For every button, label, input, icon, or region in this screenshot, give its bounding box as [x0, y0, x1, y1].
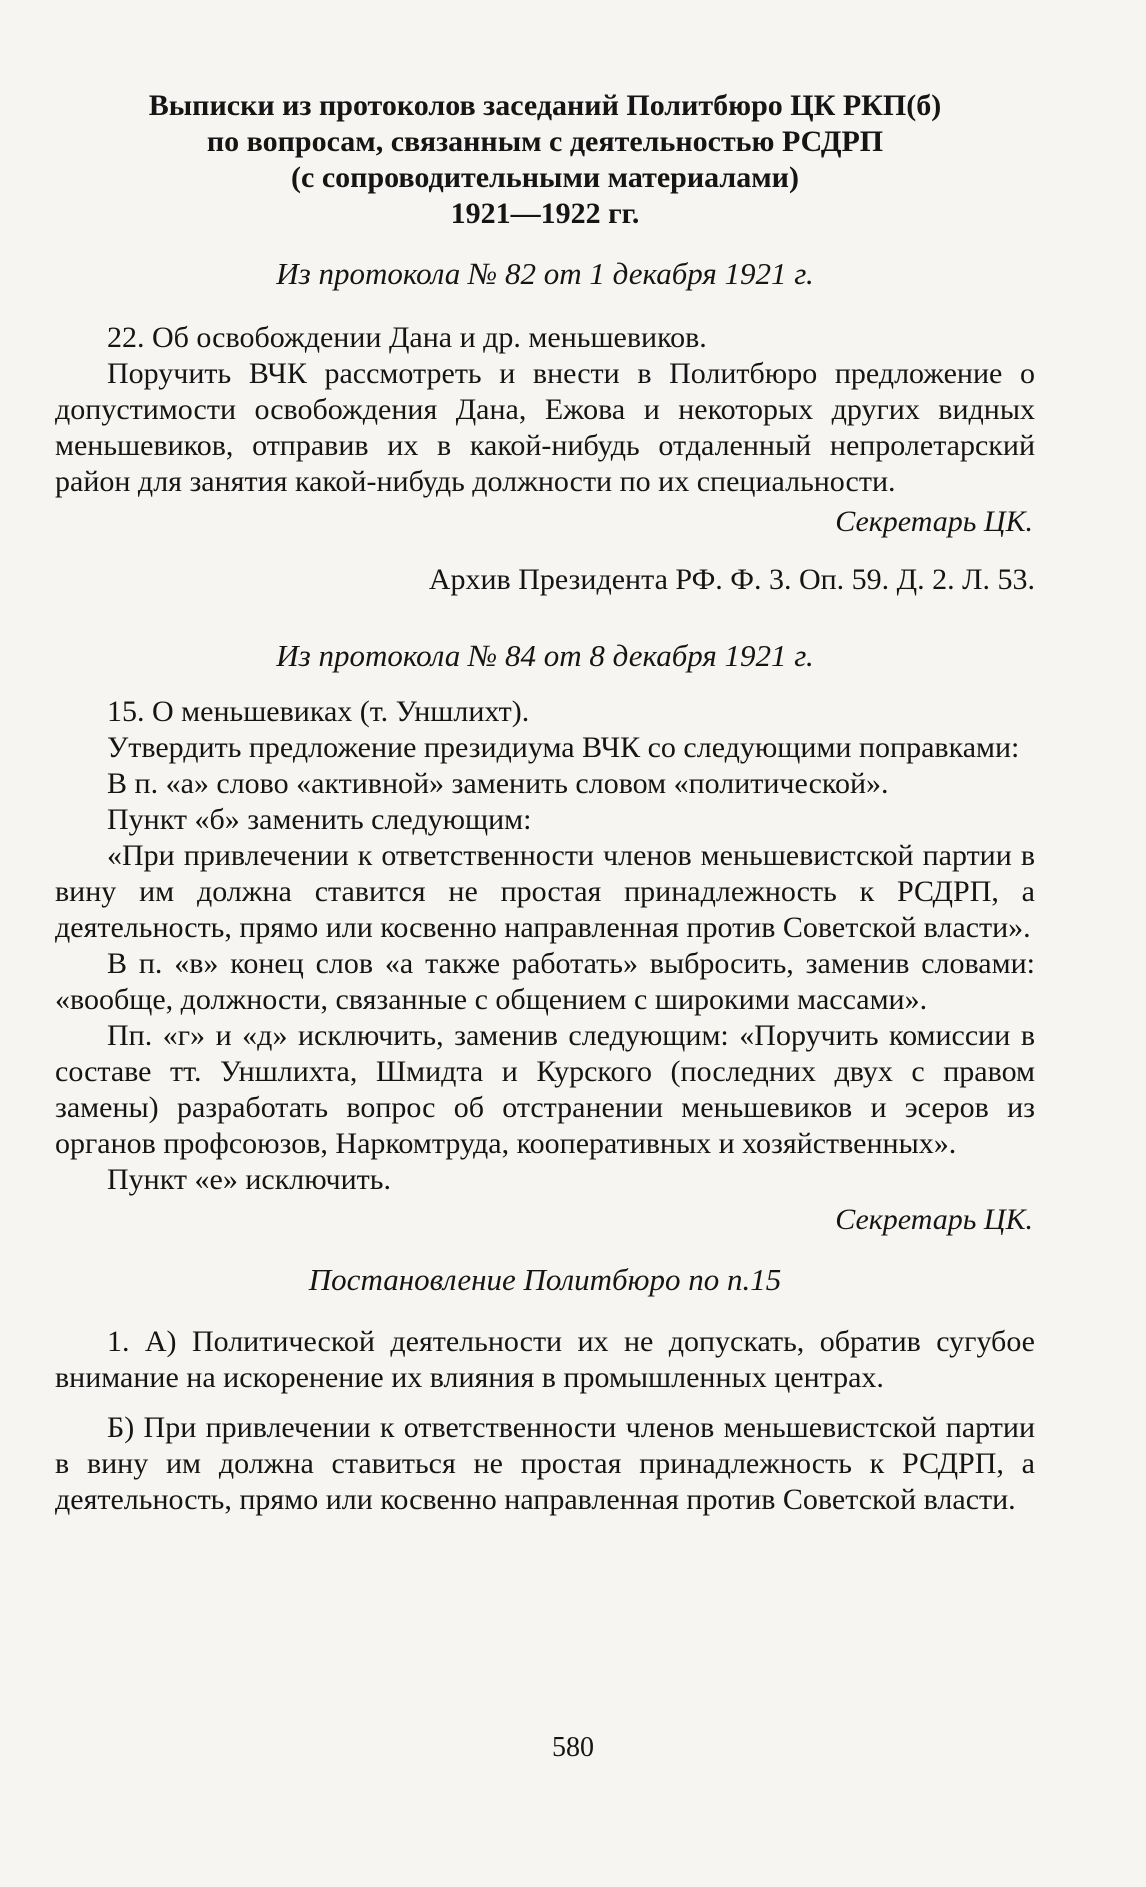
archive-reference: Архив Президента РФ. Ф. 3. Оп. 59. Д. 2. Л. 53. — [428, 563, 1035, 596]
protocol-84-paragraph-7: Пункт «е» исключить. — [107, 1163, 391, 1196]
protocol-82-signature: Секретарь ЦК. — [835, 505, 1033, 538]
title-line-2: по вопросам, связанным с деятельностью РСДРП — [206, 125, 884, 158]
page-number: 580 — [552, 1732, 594, 1763]
resolution-point-a: 1. А) Политической деятельности их не допускать, обратив сугубое внимание на искоренение их влияния в промышленных центрах. — [55, 1325, 1035, 1394]
protocol-84-paragraph-4: «При привлечении к ответственности членов меньшевистской партии в вину им должна ставится не простая принадлежность к РСДРП, а деятельность, прямо или косвенно направленная против Советской власти». — [55, 839, 1035, 944]
protocol-84-paragraph-1: Утвердить предложение президиума ВЧК со следующими поправками: — [107, 731, 1020, 764]
protocol-82-heading: Из протокола № 82 от 1 декабря 1921 г. — [276, 256, 814, 291]
title-line-3: (с сопроводительными материалами) — [291, 161, 799, 194]
protocol-84-paragraph-5: В п. «в» конец слов «а также работать» выбросить, заменив словами: «вообще, должности, связанные с общением с широкими массами». — [55, 947, 1035, 1016]
resolution-point-b: Б) При привлечении к ответственности членов меньшевистской партии в вину им должна ставиться не простая принадлежность к РСДРП, а деятельность, прямо или косвенно направленная против Советской власти. — [55, 1411, 1035, 1516]
protocol-84-heading: Из протокола № 84 от 8 декабря 1921 г. — [276, 638, 814, 673]
protocol-84-signature: Секретарь ЦК. — [835, 1203, 1033, 1236]
document-title — [55, 88, 1035, 232]
protocol-84-paragraph-6: Пп. «г» и «д» исключить, заменив следующим: «Поручить комиссии в составе тт. Уншлихта, Шмидта и Курского (последних двух с правом замены) разработать вопрос об отстранении меньшевиков и эсеров из органов профсоюзов, Наркомтруда, кооперативных и хозяйственных». — [55, 1019, 1035, 1160]
protocol-84-paragraph-2: В п. «а» слово «активной» заменить словом «политической». — [107, 767, 889, 800]
title-line-4: 1921—1922 гг. — [450, 197, 640, 230]
resolution-heading: Постановление Политбюро по п.15 — [308, 1262, 782, 1297]
protocol-82-item: 22. Об освобождении Дана и др. меньшевиков. — [107, 321, 707, 354]
protocol-84-item: 15. О меньшевиках (т. Уншлихт). — [107, 695, 530, 728]
document-body — [55, 88, 1035, 1518]
protocol-84-paragraph-3: Пункт «б» заменить следующим: — [107, 803, 532, 836]
protocol-82-text: Поручить ВЧК рассмотреть и внести в Политбюро предложение о допустимости освобождения Дана, Ежова и некоторых других видных меньшевиков, отправив их в какой-нибудь отдаленный непролетарский район для занятия какой-нибудь должности по их специальности. — [55, 357, 1035, 498]
title-line-1: Выписки из протоколов заседаний Политбюро ЦК РКП(б) — [148, 89, 942, 122]
